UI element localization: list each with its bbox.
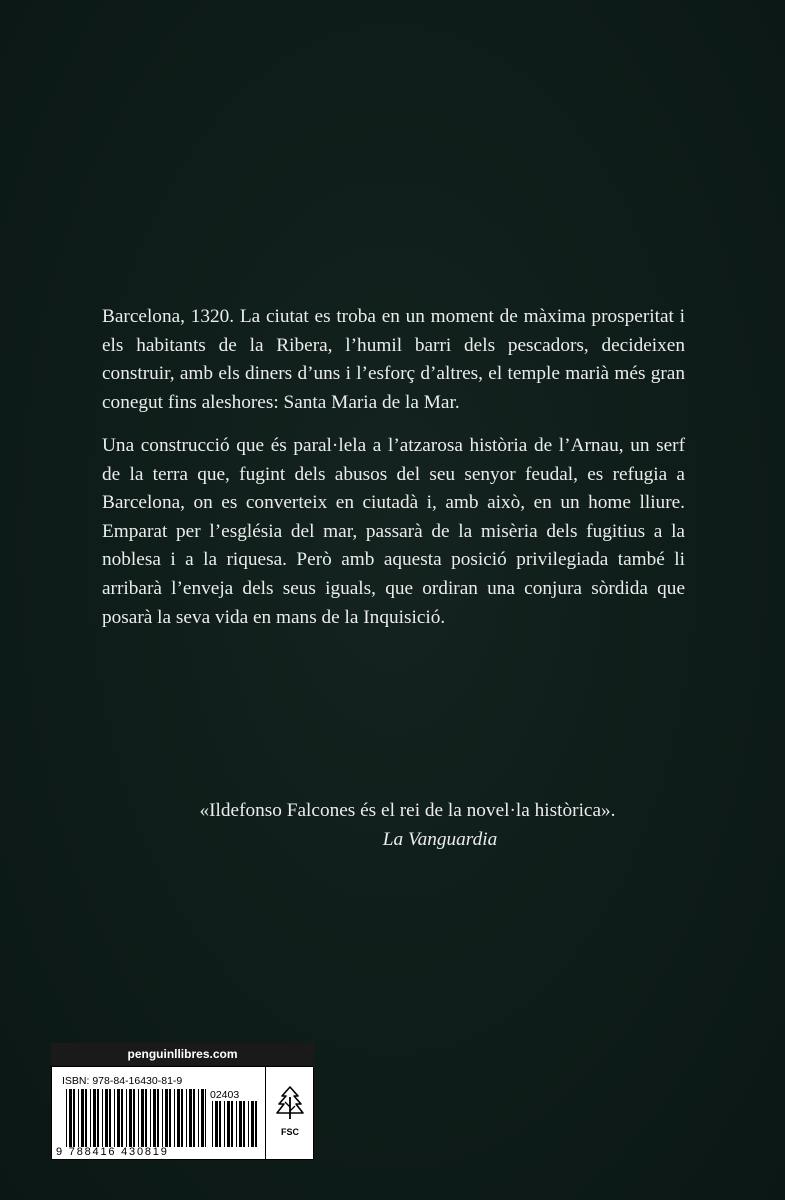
- barcode-bar: [126, 1089, 127, 1147]
- barcode-bar: [224, 1101, 225, 1147]
- barcode-bar: [97, 1089, 99, 1147]
- barcode-bar: [150, 1089, 151, 1147]
- fsc-logo: [265, 1067, 314, 1159]
- barcode-bar: [231, 1101, 233, 1147]
- barcode-bar: [227, 1101, 230, 1147]
- barcode-bar: [85, 1089, 87, 1147]
- barcode-bar: [133, 1089, 135, 1147]
- review-quote: [0, 797, 785, 854]
- barcode-digits: 9 788416 430819: [56, 1146, 169, 1158]
- barcode-bar: [153, 1089, 156, 1147]
- isbn-label: ISBN: 978-84-16430-81-9: [62, 1075, 183, 1087]
- barcode-bar: [93, 1089, 96, 1147]
- barcode-bar: [236, 1101, 237, 1147]
- barcode-bar: [102, 1089, 103, 1147]
- fsc-label: FSC: [281, 1127, 299, 1137]
- barcode-bar: [114, 1089, 115, 1147]
- barcode-bar: [138, 1089, 139, 1147]
- barcode-bar: [186, 1089, 187, 1147]
- barcode-bar: [90, 1089, 91, 1147]
- barcode-bar: [174, 1089, 175, 1147]
- barcode-bar: [177, 1089, 180, 1147]
- barcode-bar: [251, 1101, 254, 1147]
- barcode-bar: [78, 1089, 79, 1147]
- publisher-website[interactable]: penguinllibres.com: [51, 1043, 314, 1065]
- barcode-panel: [51, 1066, 314, 1160]
- barcode-bar: [255, 1101, 257, 1147]
- blurb-paragraph-2: Una construcció que és paral·lela a l’atzarosa història de l’Arnau, un serf de la terra que, fugint dels abusos del seu senyor feudal, es refugia a Barcelona, on es converteix en ciutadà i, amb això, en un home lliure. Emparat per l’església del mar, passarà de la misèria dels fugitius a la noblesa i a la riquesa. Però amb aquesta posició privilegiada també li arribarà l’enveja dels seus iguals, que ordiran una conjura sòrdida que posarà la seva vida en mans de la Inquisició.: [102, 435, 685, 628]
- barcode-bar: [69, 1089, 72, 1147]
- barcode-bar: [198, 1089, 199, 1147]
- addon-barcode: [212, 1101, 257, 1147]
- barcode-bar: [239, 1101, 242, 1147]
- barcode-bar: [165, 1089, 168, 1147]
- barcode-bar: [205, 1089, 206, 1147]
- quote-source: La Vanguardia: [382, 828, 498, 850]
- barcode-bar: [129, 1089, 132, 1147]
- barcode-bar: [193, 1089, 195, 1147]
- barcode-bar: [117, 1089, 120, 1147]
- barcode-bar: [105, 1089, 108, 1147]
- barcode-bar: [201, 1089, 204, 1147]
- quote-text: «Ildefonso Falcones és el rei de la novel·la històrica».: [199, 800, 616, 821]
- barcode-bar: [243, 1101, 245, 1147]
- barcode-bar: [215, 1101, 218, 1147]
- barcode-bar: [73, 1089, 75, 1147]
- barcode-bar: [219, 1101, 221, 1147]
- barcode-bar: [109, 1089, 111, 1147]
- barcode-bar: [162, 1089, 163, 1147]
- barcode-bar: [121, 1089, 123, 1147]
- barcode-bar: [66, 1089, 67, 1147]
- blurb-paragraph-1: Barcelona, 1320. La ciutat es troba en un moment de màxima prosperitat i els habitants de la Ribera, l’humil barri dels pescadors, decideixen construir, amb els diners d’uns i l’esforç d’altres, el temple marià més gran conegut fins aleshores: Santa Maria de la Mar.: [102, 306, 685, 413]
- barcode-bar: [145, 1089, 147, 1147]
- ean-barcode: [66, 1089, 206, 1147]
- barcode-bar: [157, 1089, 159, 1147]
- barcode-bar: [81, 1089, 84, 1147]
- barcode-bar: [181, 1089, 183, 1147]
- barcode-bar: [248, 1101, 249, 1147]
- barcode-bar: [169, 1089, 171, 1147]
- barcode-bar: [141, 1089, 144, 1147]
- fsc-tree-icon: [275, 1085, 305, 1125]
- price-code: 02403: [210, 1089, 240, 1101]
- barcode-bar: [212, 1101, 213, 1147]
- barcode-bar: [189, 1089, 192, 1147]
